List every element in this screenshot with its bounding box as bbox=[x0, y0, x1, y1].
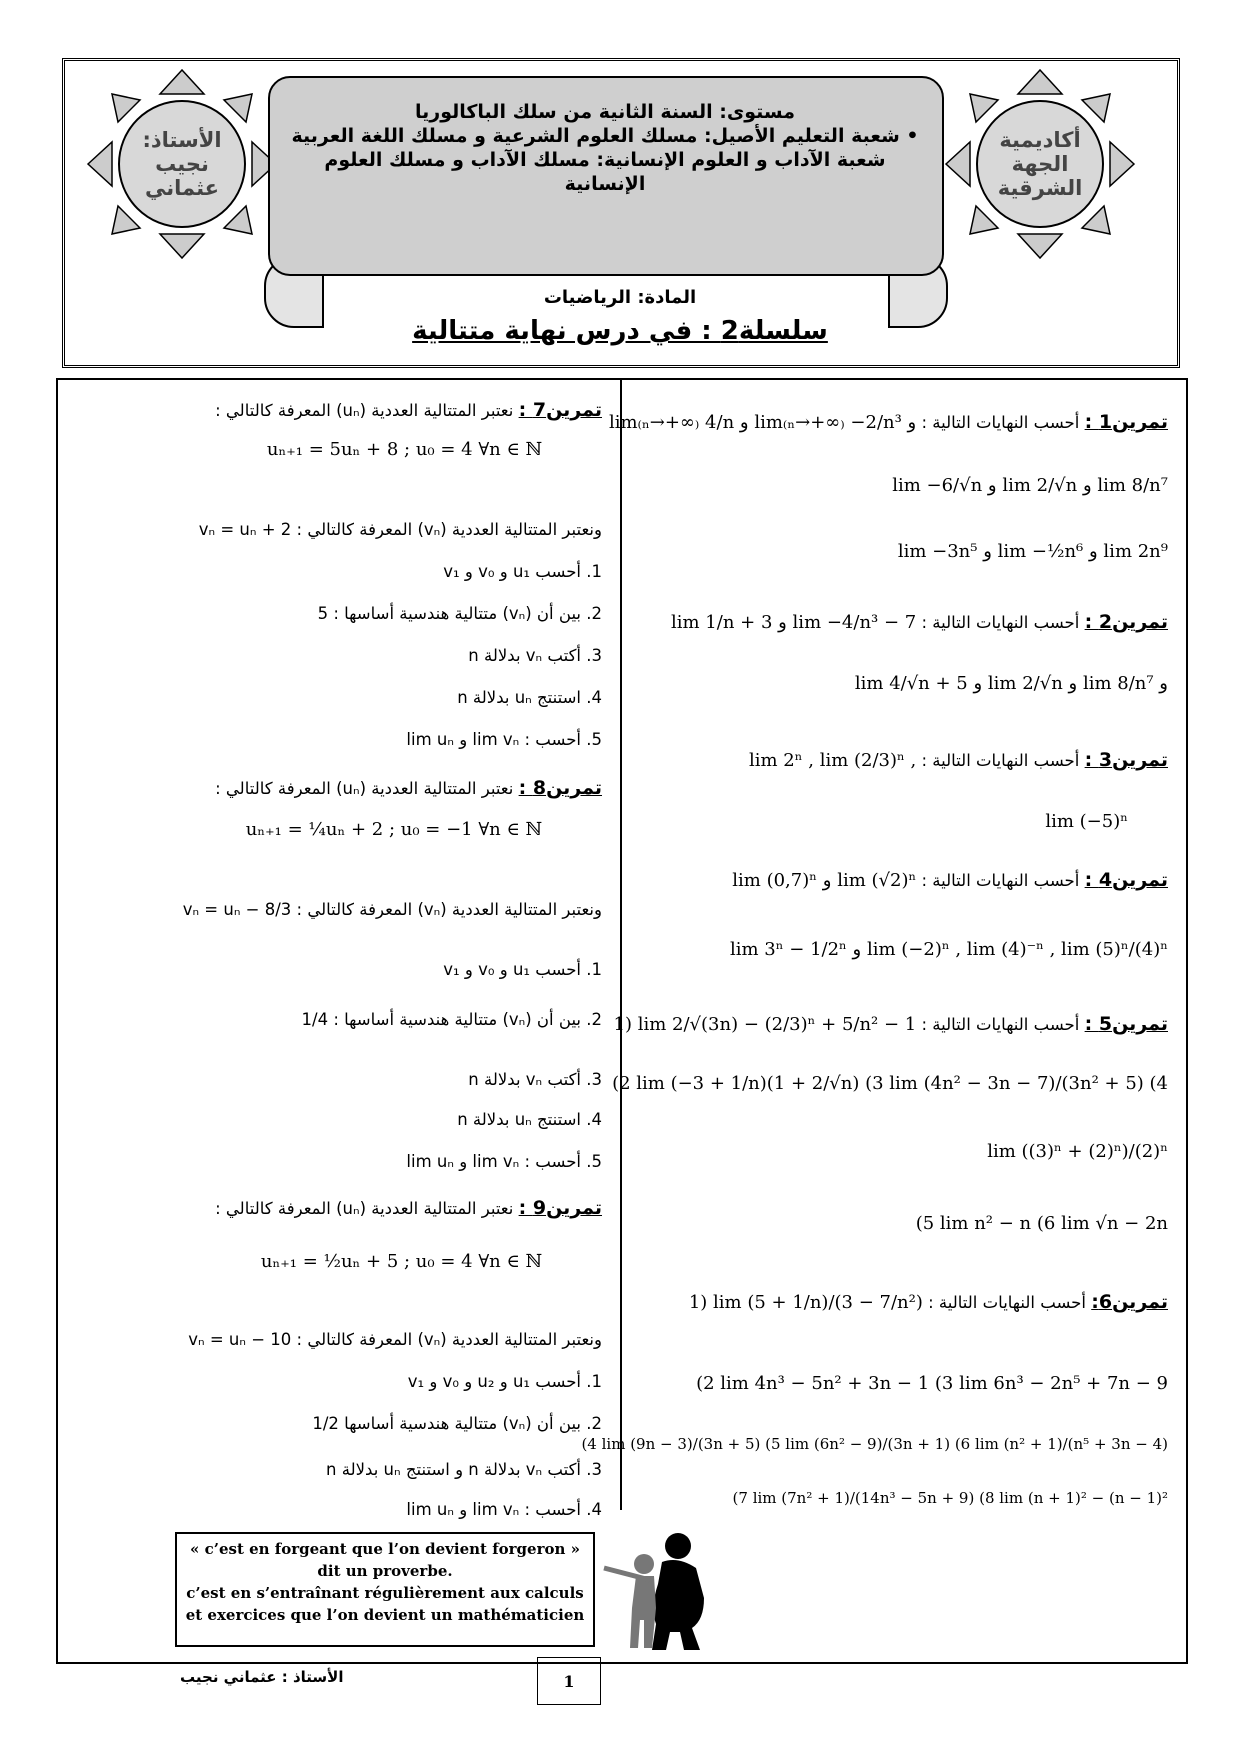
series-title: سلسلة2 : في درس نهاية متتالية bbox=[412, 316, 828, 346]
banner-text bbox=[290, 100, 920, 196]
quote-line2: c’est en s’entraînant régulièrement aux calculs bbox=[186, 1584, 584, 1602]
ex3-line1: lim 2ⁿ , lim (2/3)ⁿ , bbox=[748, 750, 917, 771]
ex7-q2: 2. بين أن (vₙ) متتالية هندسية أساسها : 5 bbox=[317, 604, 602, 623]
ex8-intro: نعتبر المتتالية العددية (uₙ) المعرفة كالتالي : bbox=[215, 779, 514, 798]
ex8-q2: 2. بين أن (vₙ) متتالية هندسية أساسها : 1/4 bbox=[301, 1010, 602, 1029]
ex5-line3: lim ((3)ⁿ + (2)ⁿ)/(2)ⁿ bbox=[987, 1141, 1168, 1162]
ex4-line2: lim 3ⁿ − 1/2ⁿ و lim (−2)ⁿ , lim (4)⁻ⁿ , lim (5)ⁿ/(4)ⁿ bbox=[730, 939, 1168, 960]
quote-box bbox=[175, 1532, 595, 1647]
quote-line1: « c’est en forgeant que l’on devient forgeron » dit un proverbe. bbox=[190, 1540, 580, 1580]
ex6-text: أحسب النهايات التالية : bbox=[928, 1293, 1086, 1312]
ex8-q5: 5. أحسب : lim vₙ و lim uₙ bbox=[406, 1152, 602, 1171]
subject-label: المادة: الرياضيات bbox=[543, 287, 697, 308]
ex9-q2: 2. بين أن (vₙ) متتالية هندسية أساسها 1/2 bbox=[312, 1414, 602, 1433]
ex7-system: uₙ₊₁ = 5uₙ + 8 ; u₀ = 4 ∀n ∈ ℕ bbox=[266, 439, 542, 460]
ex9-system: uₙ₊₁ = ½uₙ + 5 ; u₀ = 4 ∀n ∈ ℕ bbox=[260, 1251, 542, 1272]
ex4-line1: lim (0,7)ⁿ و lim (√2)ⁿ bbox=[732, 870, 917, 891]
ex9-q3: 3. أكتب vₙ بدلالة n و استنتج uₙ بدلالة n bbox=[326, 1460, 602, 1479]
ex4-text: أحسب النهايات التالية : bbox=[921, 871, 1080, 890]
ex5-line1: 1) lim 2/√(3n) − (2/3)ⁿ + 5/n² − 1 bbox=[613, 1014, 917, 1035]
ex1-line3: lim −3n⁵ و lim −½n⁶ و lim 2n⁹ bbox=[897, 541, 1168, 562]
level-line: مستوى: السنة الثانية من سلك الباكالوريا bbox=[414, 101, 796, 123]
ex1-title: تمرين1 : bbox=[1084, 411, 1168, 433]
left-column bbox=[74, 400, 602, 1525]
ex8-q1: 1. أحسب u₁ و v₀ و v₁ bbox=[443, 960, 602, 979]
ex4-title: تمرين4 : bbox=[1084, 869, 1168, 891]
ex3-line2: lim (−5)ⁿ bbox=[1045, 811, 1128, 832]
ex7-q5: 5. أحسب : lim vₙ و lim uₙ bbox=[406, 730, 602, 749]
ex2-line2: lim 4/√n + 5 و lim 2/√n و lim 8/n⁷ و bbox=[854, 673, 1168, 694]
page-number: 1 bbox=[537, 1657, 601, 1705]
ex1-line2: lim −6/√n و lim 2/√n و lim 8/n⁷ bbox=[892, 475, 1168, 496]
ex2-text: أحسب النهايات التالية : bbox=[921, 613, 1080, 632]
ex2-line1: lim 1/n + 3 و lim −4/n³ − 7 bbox=[671, 612, 917, 633]
ex1-text: أحسب النهايات التالية : bbox=[921, 413, 1080, 432]
right-column bbox=[581, 411, 1168, 1522]
ex3-text: أحسب النهايات التالية : bbox=[921, 751, 1080, 770]
ex7-intro: نعتبر المتتالية العددية (uₙ) المعرفة كالتالي : bbox=[215, 401, 514, 420]
ex7-q4: 4. استنتج uₙ بدلالة n bbox=[457, 688, 602, 707]
ex8-q4: 4. استنتج uₙ بدلالة n bbox=[457, 1110, 602, 1129]
branch2-line: شعبة الآداب و العلوم الإنسانية: مسلك الآداب و مسلك العلوم الإنسانية bbox=[324, 149, 886, 195]
ex8-v: ونعتبر المتتالية العددية (vₙ) المعرفة كالتالي : vₙ = uₙ − 8/3 bbox=[182, 900, 602, 919]
quote-line3: et exercices que l’on devient un mathématicien bbox=[185, 1606, 585, 1624]
ex9-v: ونعتبر المتتالية العددية (vₙ) المعرفة كالتالي : vₙ = uₙ − 10 bbox=[188, 1330, 602, 1349]
ex9-intro: نعتبر المتتالية العددية (uₙ) المعرفة كالتالي : bbox=[215, 1199, 514, 1218]
ex5-title: تمرين5 : bbox=[1084, 1013, 1168, 1035]
ex6-line3: (4 lim (9n − 3)/(3n + 5) (5 lim (6n² − 9)/(3n + 1) (6 lim (n² + 1)/(n⁵ + 3n − 4) bbox=[581, 1435, 1168, 1453]
ex7-q1: 1. أحسب u₁ و v₀ و v₁ bbox=[443, 562, 602, 581]
ex9-q4: 4. أحسب : lim vₙ و lim uₙ bbox=[406, 1500, 602, 1519]
academy-medal: أكاديمية الجهة الشرقية bbox=[976, 100, 1104, 228]
ex3-title: تمرين3 : bbox=[1084, 749, 1168, 771]
ex7-v: ونعتبر المتتالية العددية (vₙ) المعرفة كالتالي : vₙ = uₙ + 2 bbox=[198, 520, 602, 539]
ex7-q3: 3. أكتب vₙ بدلالة n bbox=[468, 646, 602, 665]
ex6-title: تمرين6: bbox=[1091, 1291, 1168, 1313]
ex6-line1: 1) lim (5 + 1/n)/(3 − 7/n²) bbox=[688, 1292, 923, 1313]
teacher-medal: الأستاذ: نجيب عثماني bbox=[118, 100, 246, 228]
ex8-system: uₙ₊₁ = ¼uₙ + 2 ; u₀ = −1 ∀n ∈ ℕ bbox=[245, 819, 542, 840]
ex5-line4: (5 lim n² − n (6 lim √n − 2n bbox=[915, 1213, 1168, 1234]
ex6-line2: (2 lim 4n³ − 5n² + 3n − 1 (3 lim 6n³ − 2n⁵ + 7n − 9 bbox=[696, 1373, 1168, 1394]
ex1-line1: lim₍ₙ→+∞₎ 4/n و lim₍ₙ→+∞₎ −2/n³ و bbox=[608, 412, 917, 433]
branch1-line: • شعبة التعليم الأصيل: مسلك العلوم الشرعية و مسلك اللغة العربية bbox=[291, 125, 919, 147]
ex6-line4: (7 lim (7n² + 1)/(14n³ − 5n + 9) (8 lim (n + 1)² − (n − 1)² bbox=[732, 1489, 1168, 1507]
ex5-text: أحسب النهايات التالية : bbox=[921, 1015, 1080, 1034]
ex5-line2: (2 lim (−3 + 1/n)(1 + 2/√n) (3 lim (4n² − 3n − 7)/(3n² + 5) (4 bbox=[612, 1073, 1168, 1094]
ex9-title: تمرين9 : bbox=[518, 1197, 602, 1219]
ex9-q1: 1. أحسب u₁ و u₂ و v₀ و v₁ bbox=[407, 1372, 602, 1391]
footer-teacher: الأستاذ : عثماني نجيب bbox=[180, 1668, 344, 1686]
ex2-title: تمرين2 : bbox=[1084, 611, 1168, 633]
teacher-child-silhouette bbox=[600, 1528, 720, 1653]
ex7-title: تمرين7 : bbox=[518, 399, 602, 421]
ex8-title: تمرين8 : bbox=[518, 777, 602, 799]
column-divider bbox=[620, 380, 622, 1510]
ex8-q3: 3. أكتب vₙ بدلالة n bbox=[468, 1070, 602, 1089]
